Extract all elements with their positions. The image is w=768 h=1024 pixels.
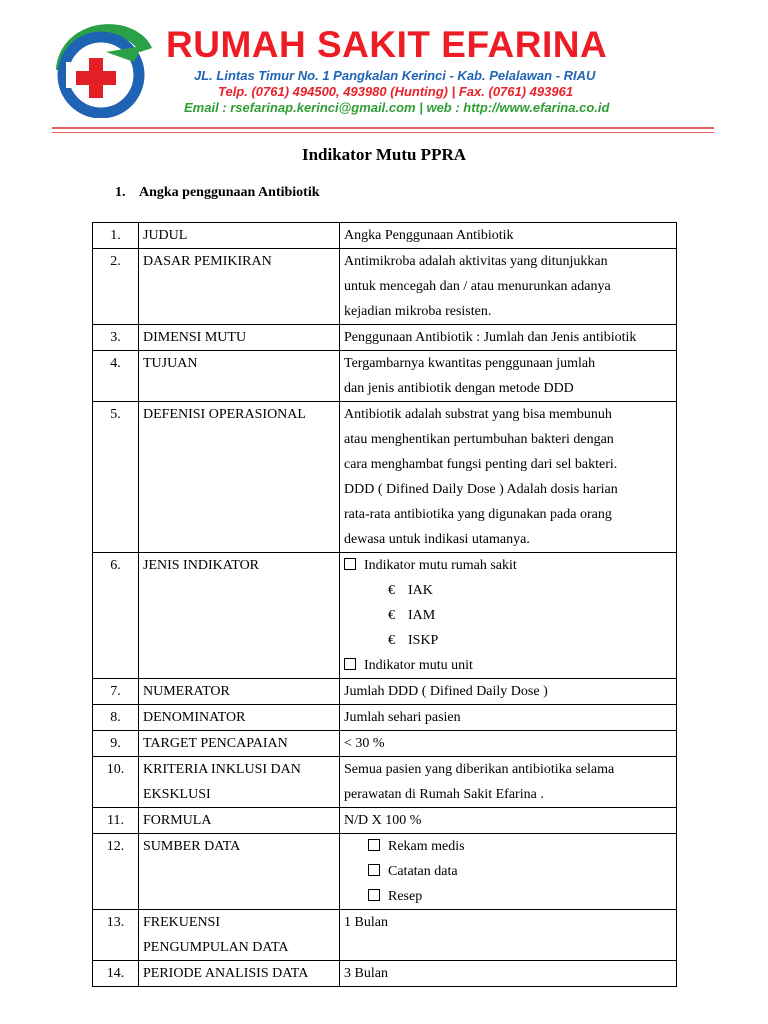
value-line: Antimikroba adalah aktivitas yang ditunjukkan: [344, 254, 608, 269]
row-value: [340, 679, 677, 705]
row-value: [340, 757, 677, 808]
indicator-table: [92, 222, 677, 987]
value-line: untuk mencegah dan / atau menurunkan adanya: [344, 279, 611, 294]
value-line: perawatan di Rumah Sakit Efarina .: [344, 787, 544, 802]
table-row: [93, 808, 677, 834]
label-line: FREKUENSI: [143, 915, 221, 930]
label-line: PERIODE ANALISIS DATA: [143, 966, 309, 981]
row-value: [340, 705, 677, 731]
row-label: [139, 705, 340, 731]
indicator-sub-item: [344, 603, 672, 628]
row-number: 10.: [93, 757, 139, 808]
indicator-sub-item: [344, 628, 672, 653]
table-row: [93, 705, 677, 731]
checkbox-icon: [368, 889, 380, 901]
row-value: [340, 961, 677, 987]
value-line: < 30 %: [344, 736, 385, 751]
row-label: [139, 961, 340, 987]
value-line: dan jenis antibiotik dengan metode DDD: [344, 381, 574, 396]
label-line: TARGET PENCAPAIAN: [143, 736, 288, 751]
row-number: 14.: [93, 961, 139, 987]
row-label: [139, 834, 340, 910]
value-line: N/D X 100 %: [344, 813, 422, 828]
label-line: JENIS INDIKATOR: [143, 558, 260, 573]
checkbox-icon: [368, 864, 380, 876]
table-row: [93, 351, 677, 402]
bullet-icon: €: [388, 583, 395, 598]
checkbox-icon: [344, 658, 356, 670]
value-line: Jumlah DDD ( Difined Daily Dose ): [344, 684, 548, 699]
value-line: dewasa untuk indikasi utamanya.: [344, 532, 530, 547]
source-text: Rekam medis: [388, 839, 465, 854]
row-value: [340, 731, 677, 757]
row-value: [340, 223, 677, 249]
value-line: rata-rata antibiotika yang digunakan pada orang: [344, 507, 612, 522]
label-line: NUMERATOR: [143, 684, 230, 699]
row-label: [139, 679, 340, 705]
table-row: [93, 553, 677, 679]
table-row: [93, 325, 677, 351]
bullet-icon: €: [388, 633, 395, 648]
table-row: [93, 402, 677, 553]
row-number: 6.: [93, 553, 139, 679]
hospital-email-web: Email : rsefarinap.kerinci@gmail.com | web : http://www.efarina.co.id: [184, 100, 610, 115]
hospital-phone: Telp. (0761) 494500, 493980 (Hunting) | Fax. (0761) 493961: [218, 84, 574, 99]
row-value: [340, 249, 677, 325]
row-value: [340, 808, 677, 834]
row-label: [139, 402, 340, 553]
row-value: [340, 402, 677, 553]
row-label: [139, 808, 340, 834]
value-line: kejadian mikroba resisten.: [344, 304, 492, 319]
row-number: 11.: [93, 808, 139, 834]
label-line: SUMBER DATA: [143, 839, 241, 854]
row-label: [139, 249, 340, 325]
source-option: [344, 859, 672, 884]
row-number: 13.: [93, 910, 139, 961]
value-line: cara menghambat fungsi penting dari sel bakteri.: [344, 457, 618, 472]
sub-item-text: ISKP: [408, 633, 439, 648]
header-divider-thin: [52, 132, 714, 133]
option-text: Indikator mutu rumah sakit: [364, 558, 517, 573]
row-number: 4.: [93, 351, 139, 402]
row-number: 5.: [93, 402, 139, 553]
row-value: [340, 834, 677, 910]
table-row: [93, 731, 677, 757]
label-line: JUDUL: [143, 228, 188, 243]
indicator-option: [344, 553, 672, 578]
row-label: [139, 757, 340, 808]
row-number: 8.: [93, 705, 139, 731]
section-heading: [115, 185, 320, 201]
indicator-sub-item: [344, 578, 672, 603]
sub-item-text: IAM: [408, 608, 436, 623]
row-label: [139, 731, 340, 757]
row-number: 3.: [93, 325, 139, 351]
row-value: [340, 351, 677, 402]
label-line: DIMENSI MUTU: [143, 330, 247, 345]
label-line: DASAR PEMIKIRAN: [143, 254, 272, 269]
table-row: [93, 961, 677, 987]
hospital-name: RUMAH SAKIT EFARINA: [166, 24, 608, 65]
row-value: [340, 325, 677, 351]
row-label: [139, 351, 340, 402]
table-row: [93, 757, 677, 808]
label-line: FORMULA: [143, 813, 212, 828]
checkbox-icon: [368, 839, 380, 851]
label-line: DEFENISI OPERASIONAL: [143, 407, 306, 422]
label-line: TUJUAN: [143, 356, 198, 371]
value-line: Antibiotik adalah substrat yang bisa membunuh: [344, 407, 612, 422]
table-row: [93, 223, 677, 249]
value-line: Semua pasien yang diberikan antibiotika selama: [344, 762, 615, 777]
value-line: 1 Bulan: [344, 915, 388, 930]
sub-item-text: IAK: [408, 583, 433, 598]
source-text: Resep: [388, 889, 423, 904]
label-line: EKSKLUSI: [143, 787, 211, 802]
value-line: Angka Penggunaan Antibiotik: [344, 228, 514, 243]
label-line: KRITERIA INKLUSI DAN: [143, 762, 301, 777]
row-number: 7.: [93, 679, 139, 705]
document-title: Indikator Mutu PPRA: [301, 145, 467, 164]
label-line: PENGUMPULAN DATA: [143, 940, 289, 955]
row-label: [139, 223, 340, 249]
section-title: Angka penggunaan Antibiotik: [139, 185, 320, 200]
checkbox-icon: [344, 558, 356, 570]
row-value: [340, 553, 677, 679]
value-line: Tergambarnya kwantitas penggunaan jumlah: [344, 356, 596, 371]
row-label: [139, 910, 340, 961]
row-number: 12.: [93, 834, 139, 910]
value-line: atau menghentikan pertumbuhan bakteri dengan: [344, 432, 614, 447]
label-line: DENOMINATOR: [143, 710, 246, 725]
value-line: DDD ( Difined Daily Dose ) Adalah dosis harian: [344, 482, 618, 497]
bullet-icon: €: [388, 608, 395, 623]
indicator-option: [344, 653, 672, 678]
hospital-logo: [48, 18, 156, 118]
table-row: [93, 679, 677, 705]
section-number: 1.: [115, 185, 126, 200]
source-option: [344, 834, 672, 859]
value-line: Jumlah sehari pasien: [344, 710, 461, 725]
header-divider: [52, 127, 714, 129]
row-value: [340, 910, 677, 961]
option-text: Indikator mutu unit: [364, 658, 473, 673]
table-row: [93, 834, 677, 910]
value-line: Penggunaan Antibiotik : Jumlah dan Jenis antibiotik: [344, 330, 637, 345]
table-row: [93, 249, 677, 325]
value-line: 3 Bulan: [344, 966, 388, 981]
row-number: 9.: [93, 731, 139, 757]
hospital-address: JL. Lintas Timur No. 1 Pangkalan Kerinci - Kab. Pelalawan - RIAU: [194, 68, 596, 83]
row-number: 2.: [93, 249, 139, 325]
row-number: 1.: [93, 223, 139, 249]
row-label: [139, 325, 340, 351]
source-option: [344, 884, 672, 909]
table-row: [93, 910, 677, 961]
row-label: [139, 553, 340, 679]
source-text: Catatan data: [388, 864, 458, 879]
